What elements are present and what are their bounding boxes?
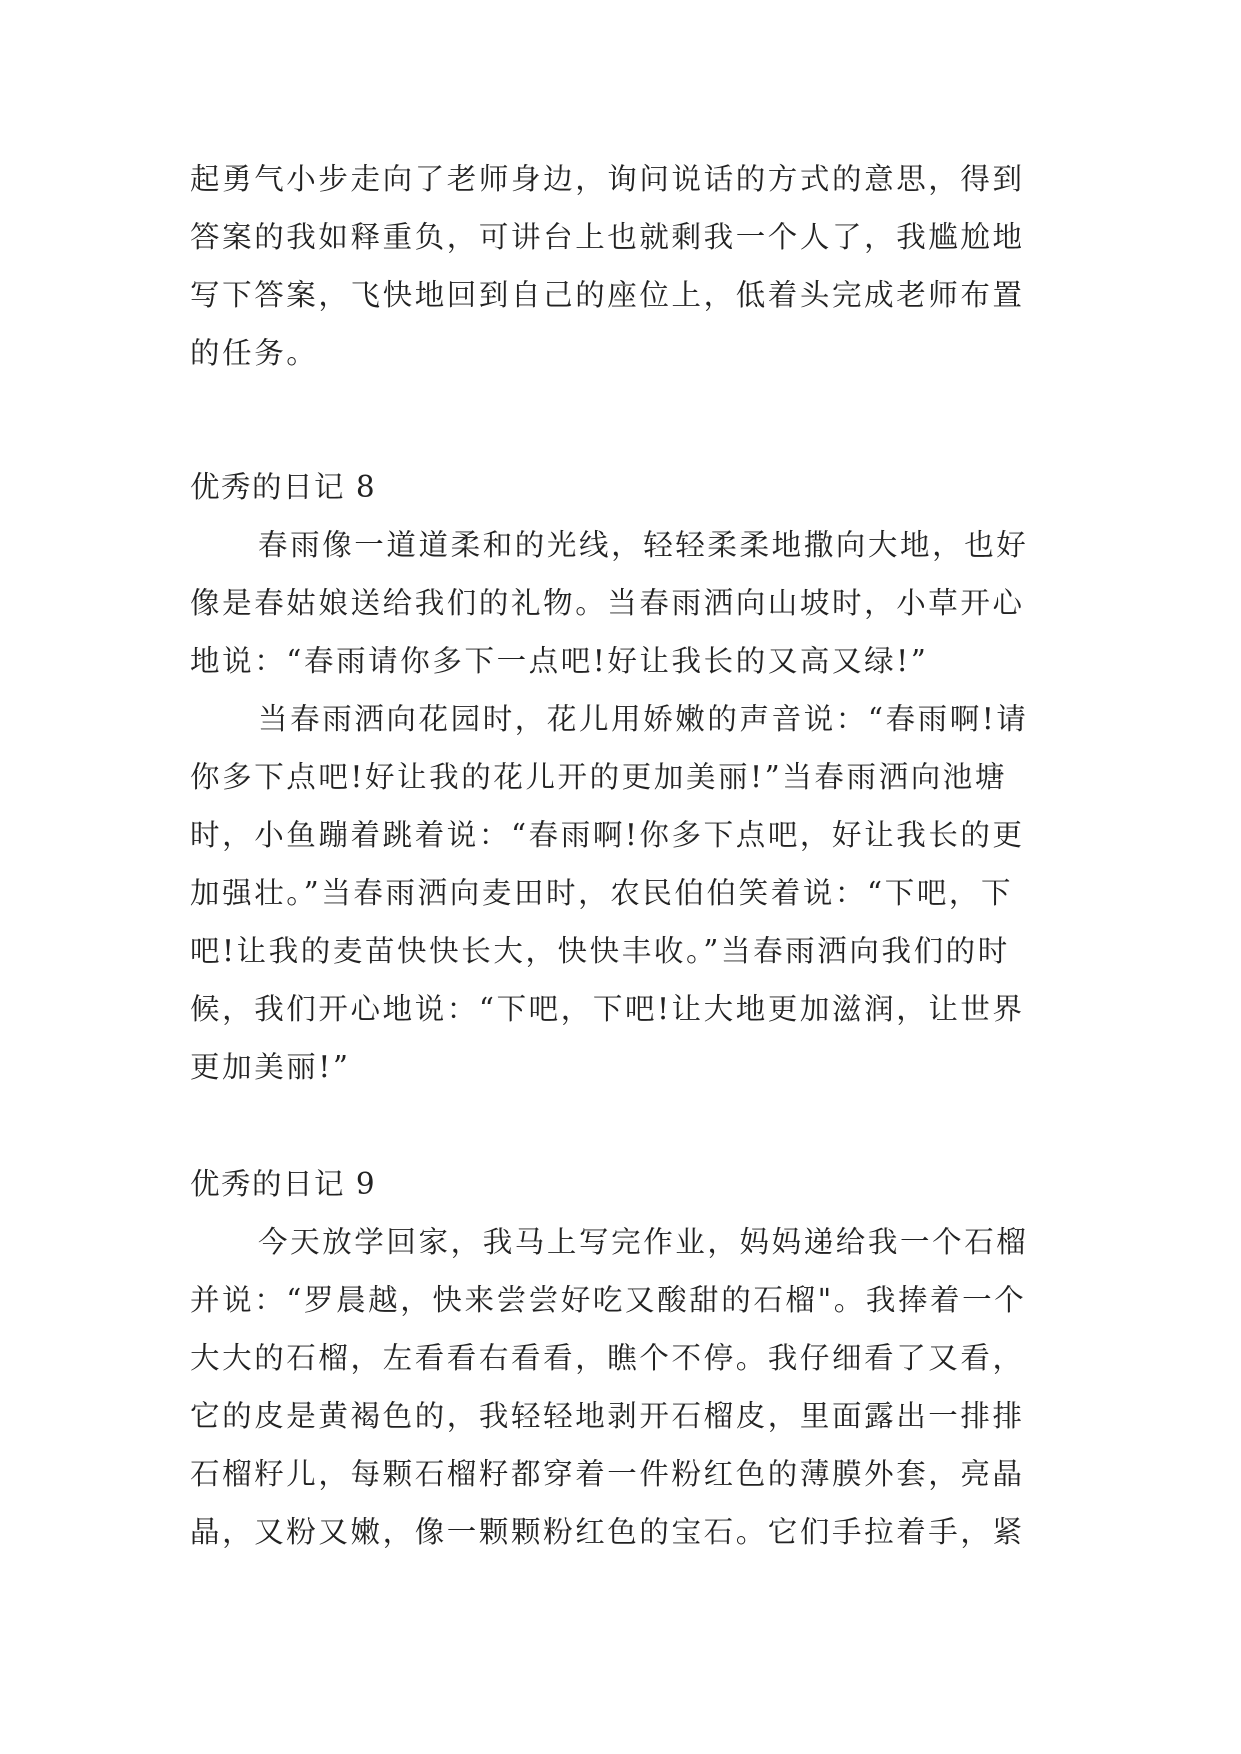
continued-paragraph [190,150,1060,382]
text-line: 晶，又粉又嫩，像一颗颗粉红色的宝石。它们手拉着手，紧 [190,1515,1025,1549]
entry-9-title: 优秀的日记 9 [190,1167,377,1201]
text-line: 它的皮是黄褐色的，我轻轻地剥开石榴皮，里面露出一排排 [190,1399,1025,1433]
entry-8-paragraph-2 [190,690,1060,1096]
entry-9-paragraph-1 [190,1213,1060,1561]
text-line: 起勇气小步走向了老师身边，询问说话的方式的意思，得到 [190,162,1025,196]
text-line: 并说：“罗晨越，快来尝尝好吃又酸甜的石榴"。我捧着一个 [190,1283,1027,1317]
text-line: 加强壮。”当春雨洒向麦田时，农民伯伯笑着说：“下吧，下 [190,876,1014,910]
text-line: 时，小鱼蹦着跳着说：“春雨啊!你多下点吧，好让我长的更 [190,818,1025,852]
text-line: 的任务。 [190,336,319,370]
entry-8-title: 优秀的日记 8 [190,470,377,504]
text-line: 石榴籽儿，每颗石榴籽都穿着一件粉红色的薄膜外套，亮晶 [190,1457,1025,1491]
text-line: 吧!让我的麦苗快快长大，快快丰收。”当春雨洒向我们的时 [190,934,1010,968]
text-line: 更加美丽!” [190,1050,351,1084]
text-line: 今天放学回家，我马上写完作业，妈妈递给我一个石榴 [258,1225,1029,1259]
text-line: 像是春姑娘送给我们的礼物。当春雨洒向山坡时，小草开心 [190,586,1025,620]
text-line: 当春雨洒向花园时，花儿用娇嫩的声音说：“春雨啊!请 [258,702,1029,736]
text-line: 写下答案，飞快地回到自己的座位上，低着头完成老师布置 [190,278,1025,312]
text-line: 大大的石榴，左看看右看看，瞧个不停。我仔细看了又看， [190,1341,1025,1375]
text-line: 地说：“春雨请你多下一点吧!好让我长的又高又绿!” [190,644,929,678]
entry-8-paragraph-1 [190,516,1060,690]
text-line: 你多下点吧!好让我的花儿开的更加美丽!”当春雨洒向池塘 [190,760,1007,794]
text-line: 春雨像一道道柔和的光线，轻轻柔柔地撒向大地，也好 [258,528,1029,562]
text-line: 候，我们开心地说：“下吧，下吧!让大地更加滋润，让世界 [190,992,1025,1026]
text-line: 答案的我如释重负，可讲台上也就剩我一个人了，我尴尬地 [190,220,1025,254]
